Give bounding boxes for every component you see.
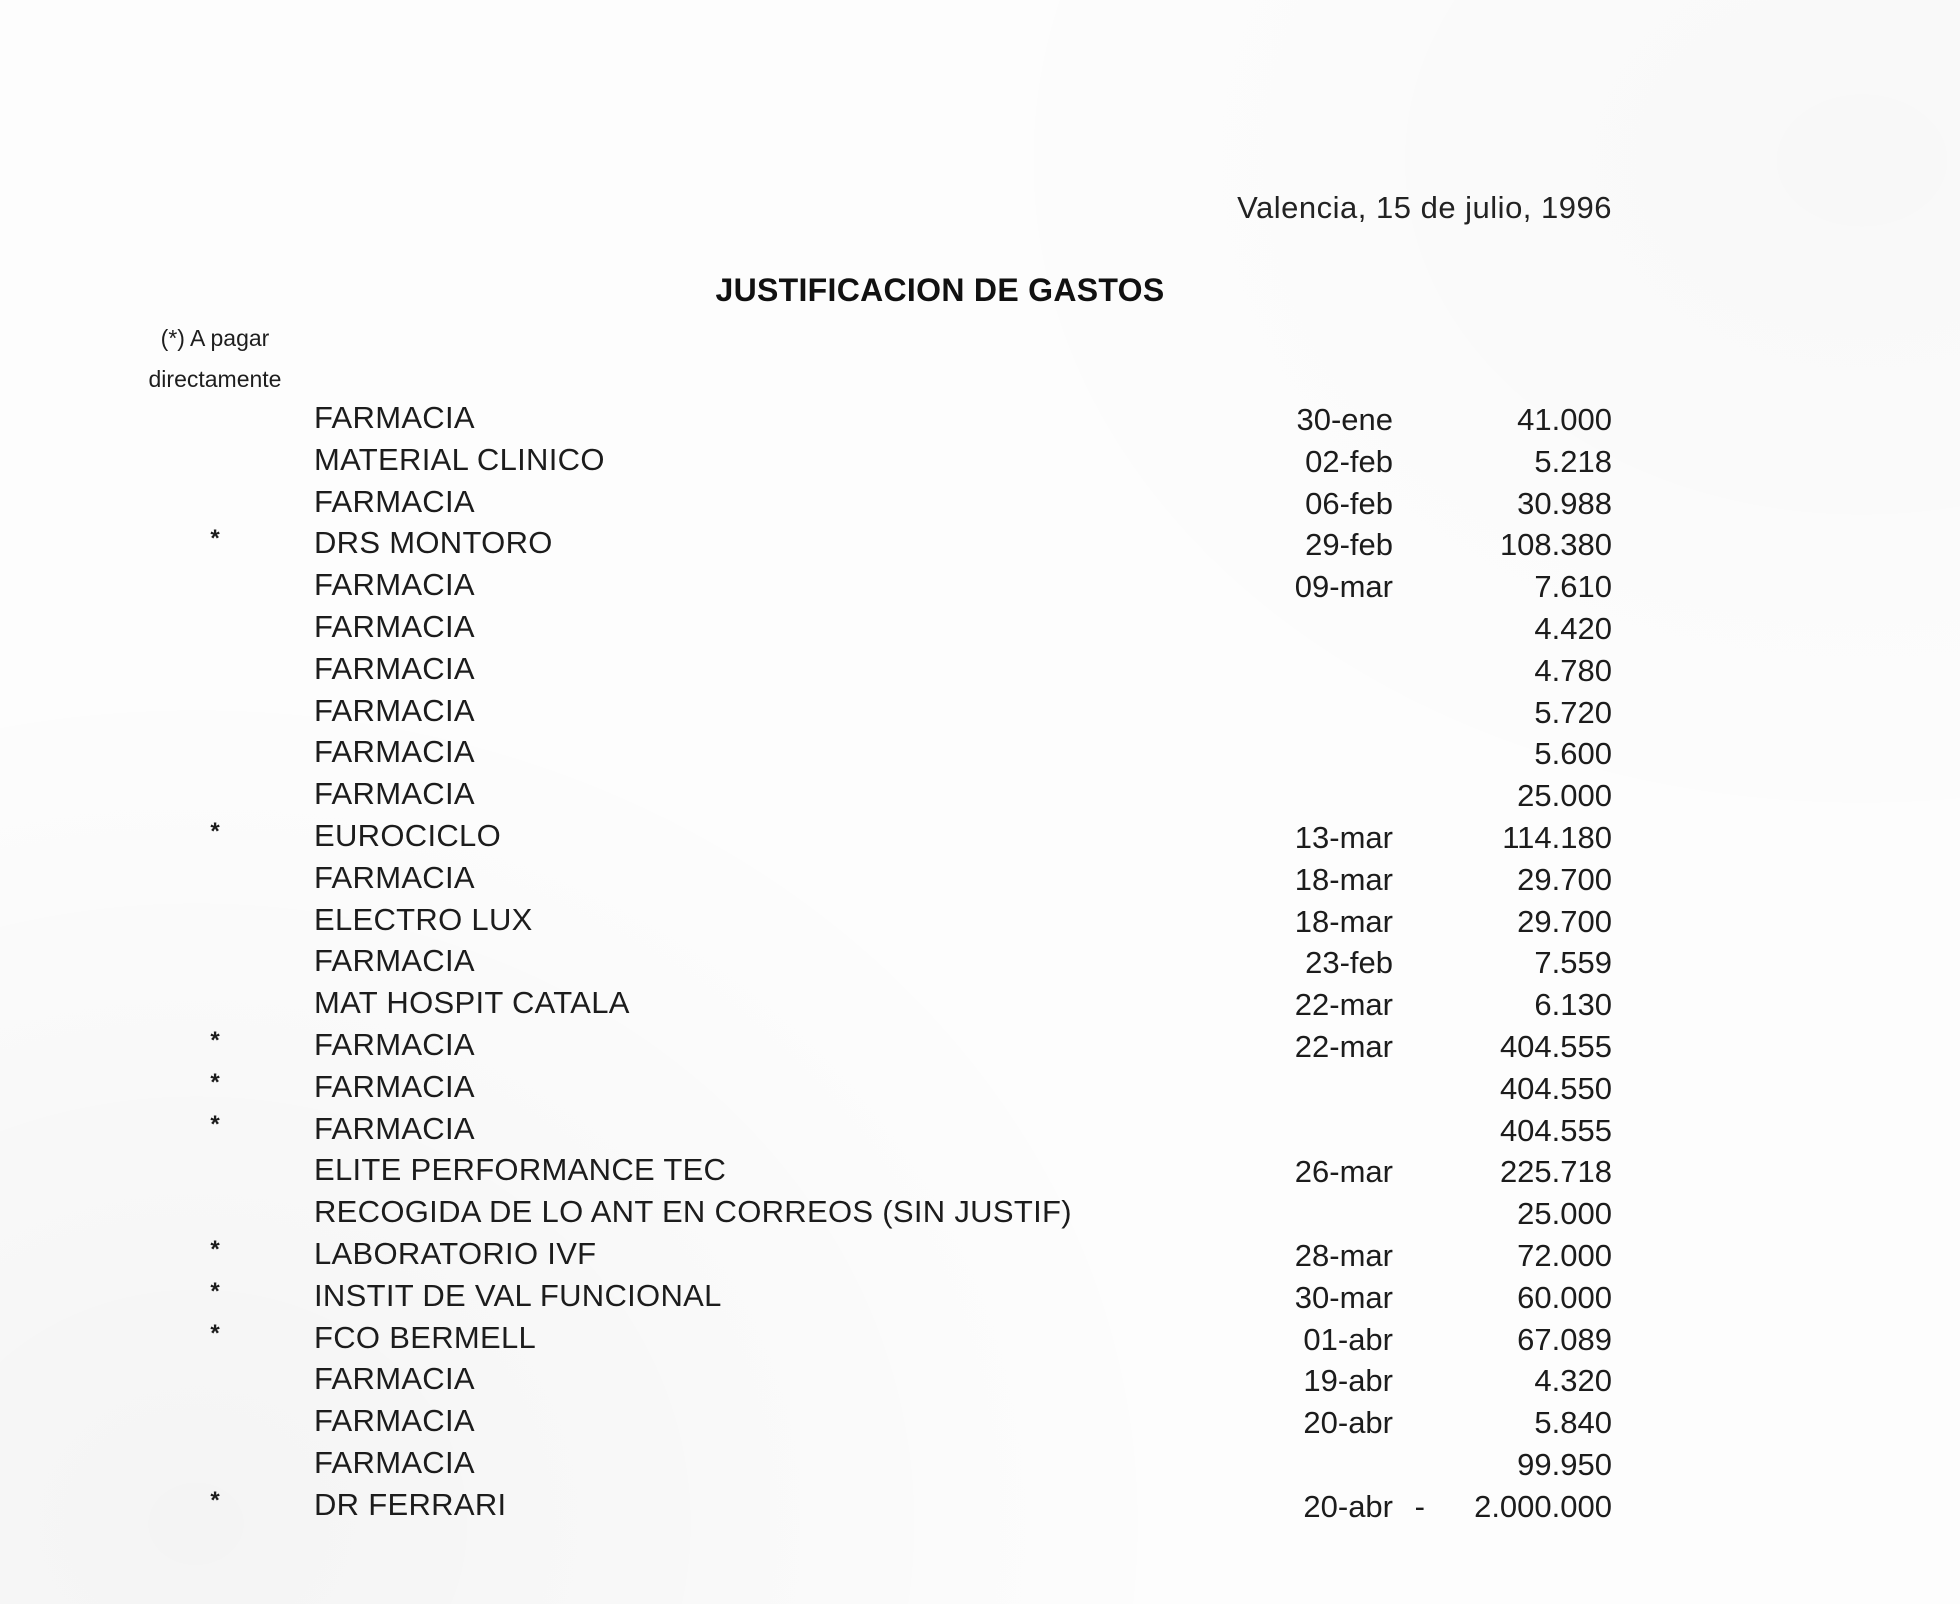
expense-description: FARMACIA [314,943,475,979]
expense-date: 13-mar [1294,819,1393,855]
expense-description: ELITE PERFORMANCE TEC [314,1152,727,1188]
payment-note [120,318,310,400]
expense-date: 23-feb [1305,945,1393,981]
expense-date: 09-mar [1294,569,1393,605]
expense-description: FCO BERMELL [314,1319,537,1355]
expense-description: FARMACIA [314,776,475,812]
expense-date: 22-mar [1294,987,1393,1023]
expense-amount: 404.555 [1499,1028,1612,1064]
expense-amount: 4.320 [1534,1363,1612,1399]
expense-amount: 6.130 [1534,987,1612,1023]
expense-description: EUROCICLO [314,817,502,853]
expense-row [0,1191,1960,1233]
expense-row [0,773,1960,815]
expense-row [0,1317,1960,1359]
expense-description: LABORATORIO IVF [314,1235,597,1271]
direct-payment-asterisk-icon: * [210,525,220,553]
expense-date: 06-feb [1305,485,1393,521]
payment-note-line-1: (*) A pagar [160,325,270,351]
direct-payment-asterisk-icon: * [210,1068,220,1096]
expense-amount: 29.700 [1517,861,1612,897]
expense-amount: 108.380 [1499,527,1612,563]
expense-row [0,481,1960,523]
direct-payment-asterisk-icon: * [210,1319,220,1347]
expense-amount: 41.000 [1517,402,1612,437]
expense-row [0,940,1960,982]
expense-date: 30-ene [1296,402,1393,437]
expense-row [0,564,1960,606]
document-title: JUSTIFICACION DE GASTOS [715,272,1165,308]
direct-payment-asterisk-icon: * [210,1110,220,1138]
direct-payment-asterisk-icon: * [210,1026,220,1054]
expense-description: ELECTRO LUX [314,901,533,937]
expense-description: FARMACIA [314,1444,475,1480]
expense-row [0,1024,1960,1066]
expense-description: RECOGIDA DE LO ANT EN CORREOS (SIN JUSTIF) [314,1194,1072,1230]
expense-description: MATERIAL CLINICO [314,441,605,477]
expense-amount: 60.000 [1517,1279,1612,1315]
expense-amount: 99.950 [1517,1446,1612,1482]
expense-amount: 4.420 [1534,610,1612,646]
expense-amount: 72.000 [1517,1237,1612,1273]
expense-date: 20-abr [1303,1488,1393,1524]
expense-row [0,731,1960,773]
expense-row [0,815,1960,857]
expense-amount: 114.180 [1502,819,1612,855]
expense-row [0,1149,1960,1191]
expense-date: 18-mar [1294,903,1393,939]
expense-row [0,899,1960,941]
expense-date: 20-abr [1303,1405,1393,1441]
expense-amount: 7.559 [1534,945,1612,981]
expense-row [0,1066,1960,1108]
expense-date: 30-mar [1294,1279,1393,1315]
direct-payment-asterisk-icon: * [210,1486,220,1514]
expense-amount: 225.718 [1499,1154,1612,1190]
expense-description: FARMACIA [314,400,475,435]
expense-date: 19-abr [1303,1363,1393,1399]
expense-amount: 67.089 [1517,1321,1612,1357]
expense-amount: 25.000 [1517,1196,1612,1232]
expense-row [0,397,1960,439]
expense-description: FARMACIA [314,650,475,686]
expense-amount: 404.555 [1499,1112,1612,1148]
expense-amount: 29.700 [1517,903,1612,939]
expense-description: FARMACIA [314,608,475,644]
expense-description: FARMACIA [314,1403,475,1439]
expense-row [0,857,1960,899]
direct-payment-asterisk-icon: * [210,1235,220,1263]
expense-table [0,397,1960,1526]
expense-description: INSTIT DE VAL FUNCIONAL [314,1277,722,1313]
expense-date: 28-mar [1294,1237,1393,1273]
document-date-line: Valencia, 15 de julio, 1996 [1237,190,1612,225]
expense-date: 01-abr [1303,1321,1393,1357]
expense-row [0,1442,1960,1484]
expense-date: 29-feb [1305,527,1393,563]
expense-description: FARMACIA [314,734,475,770]
expense-amount: 5.840 [1534,1405,1612,1441]
expense-row [0,1358,1960,1400]
expense-description: MAT HOSPIT CATALA [314,985,630,1021]
expense-description: FARMACIA [314,1110,475,1146]
expense-description: FARMACIA [314,567,475,603]
expense-description: FARMACIA [314,1026,475,1062]
expense-amount: 404.550 [1499,1070,1612,1106]
expense-row [0,1484,1960,1526]
expense-date: 18-mar [1294,861,1393,897]
expense-row [0,1108,1960,1150]
amount-sign: - [1414,1488,1425,1524]
expense-row [0,606,1960,648]
expense-row [0,522,1960,564]
expense-description: DRS MONTORO [314,525,553,561]
expense-amount: 30.988 [1517,485,1612,521]
expense-row [0,1275,1960,1317]
expense-description: FARMACIA [314,692,475,728]
expense-description: FARMACIA [314,483,475,519]
expense-description: FARMACIA [314,1068,475,1104]
expense-date: 22-mar [1294,1028,1393,1064]
expense-date: 26-mar [1294,1154,1393,1190]
direct-payment-asterisk-icon: * [210,817,220,845]
expense-amount: 5.218 [1534,443,1612,479]
expense-row [0,439,1960,481]
payment-note-line-2: directamente [148,366,282,392]
expense-row [0,1233,1960,1275]
expense-amount: 7.610 [1534,569,1612,605]
expense-description: DR FERRARI [314,1486,507,1522]
expense-row [0,690,1960,732]
expense-amount: 4.780 [1534,652,1612,688]
expense-description: FARMACIA [314,859,475,895]
direct-payment-asterisk-icon: * [210,1277,220,1305]
expense-amount: 5.720 [1534,694,1612,730]
expense-date: 02-feb [1305,443,1393,479]
expense-amount: 5.600 [1534,736,1612,772]
expense-description: FARMACIA [314,1361,475,1397]
expense-amount: 25.000 [1517,778,1612,814]
expense-row [0,1400,1960,1442]
expense-row [0,982,1960,1024]
expense-amount: 2.000.000 [1474,1488,1612,1524]
expense-row [0,648,1960,690]
